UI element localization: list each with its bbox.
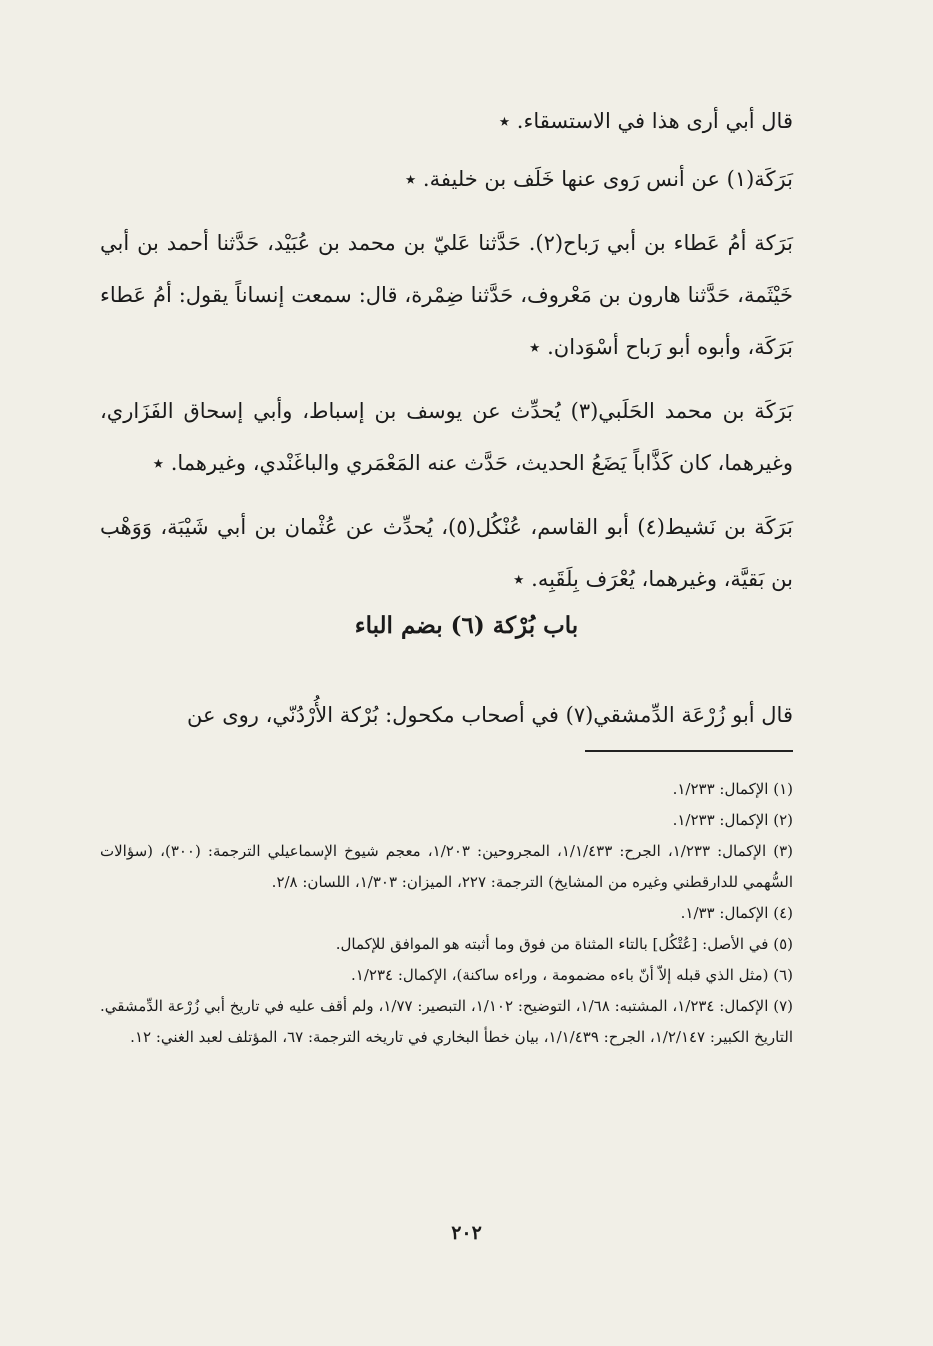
footnote-2: (٢) الإكمال: ١/٢٣٣.	[672, 811, 793, 829]
section-heading: باب بُرْكة (٦) بضم الباء	[354, 612, 579, 639]
paragraph-4: بَرَكَة بن محمد الحَلَبي(٣) يُحدِّث عن يوسف بن إسباط، وأبي إسحاق الفَزَاري، وغيرهما، كان كَذَّاباً يَضَعُ الحديث، حَدَّث عنه المَعْمَري والباغَنْدي، وغيرهما. ٭	[100, 399, 793, 475]
paragraph-1: قال أبي أرى هذا في الاستسقاء. ٭	[498, 109, 793, 133]
paragraph-6: قال أبو زُرْعَة الدِّمشقي(٧) في أصحاب مكحول: بُرْكة الأُرْدُنّي، روى عن	[187, 703, 793, 727]
footnotes	[100, 774, 793, 1053]
footnote-1: (١) الإكمال: ١/٢٣٣.	[672, 780, 793, 798]
paragraph-5: بَرَكَة بن نَشيط(٤) أبو القاسم، عُنْكُل(٥)، يُحدِّث عن عُثْمان بن أبي شَيْبَة، وَوَهْب بن بَقيَّة، وغيرهما، يُعْرَف بِلَقَبِه. ٭	[100, 515, 793, 591]
paragraph-3: بَرَكة أمُ عَطاء بن أبي رَباح(٢). حَدَّثنا عَليّ بن محمد بن عُبَيْد، حَدَّثنا أحمد بن أبي خَيْثَمة، حَدَّثنا هارون بن مَعْروف، حَدَّثنا ضِمْرة، قال: سمعت إنساناً يقول: أمُ عَطاء بَرَكَة، وأبوه أبو رَباح أسْوَدان. ٭	[100, 231, 793, 359]
footnote-4: (٤) الإكمال: ١/٣٣.	[680, 904, 793, 922]
page-number: ٢٠٢	[451, 1222, 482, 1244]
footnote-3: (٣) الإكمال: ١/٢٣٣، الجرح: ١/١/٤٣٣، المجروحين: ١/٢٠٣، معجم شيوخ الإسماعيلي الترجمة: (٣٠٠)، (سؤالات السُّهمي للدارقطني وغيره من المشايخ) الترجمة: ٢٢٧، الميزان: ١/٣٠٣، اللسان: ٢/٨.	[100, 842, 794, 891]
footnote-divider	[585, 750, 793, 752]
footnote-7: (٧) الإكمال: ١/٢٣٤، المشتبه: ١/٦٨، التوضيح: ١/١٠٢، التبصير: ١/٧٧، ولم أقف عليه في تاريخ أبي زُرْعة الدِّمشقي. التاريخ الكبير: ١/٢/١٤٧، الجرح: ١/١/٤٣٩، بيان خطأ البخاري في تاريخه الترجمة: ٦٧، المؤتلف لعبد الغني: ١٢.	[100, 997, 793, 1046]
footnote-5: (٥) في الأصل: [عُتْكُل] بالتاء المثناة من فوق وما أثبته هو الموافق للإكمال.	[335, 935, 793, 953]
main-text	[100, 95, 793, 617]
footnote-6: (٦) (مثل الذي قبله إلاّ أنّ باءه مضمومة ، وراءه ساكنة)، الإكمال: ١/٢٣٤.	[351, 966, 793, 984]
paragraph-2: بَرَكَة(١) عن أنس رَوى عنها خَلَف بن خليفة. ٭	[404, 167, 793, 191]
